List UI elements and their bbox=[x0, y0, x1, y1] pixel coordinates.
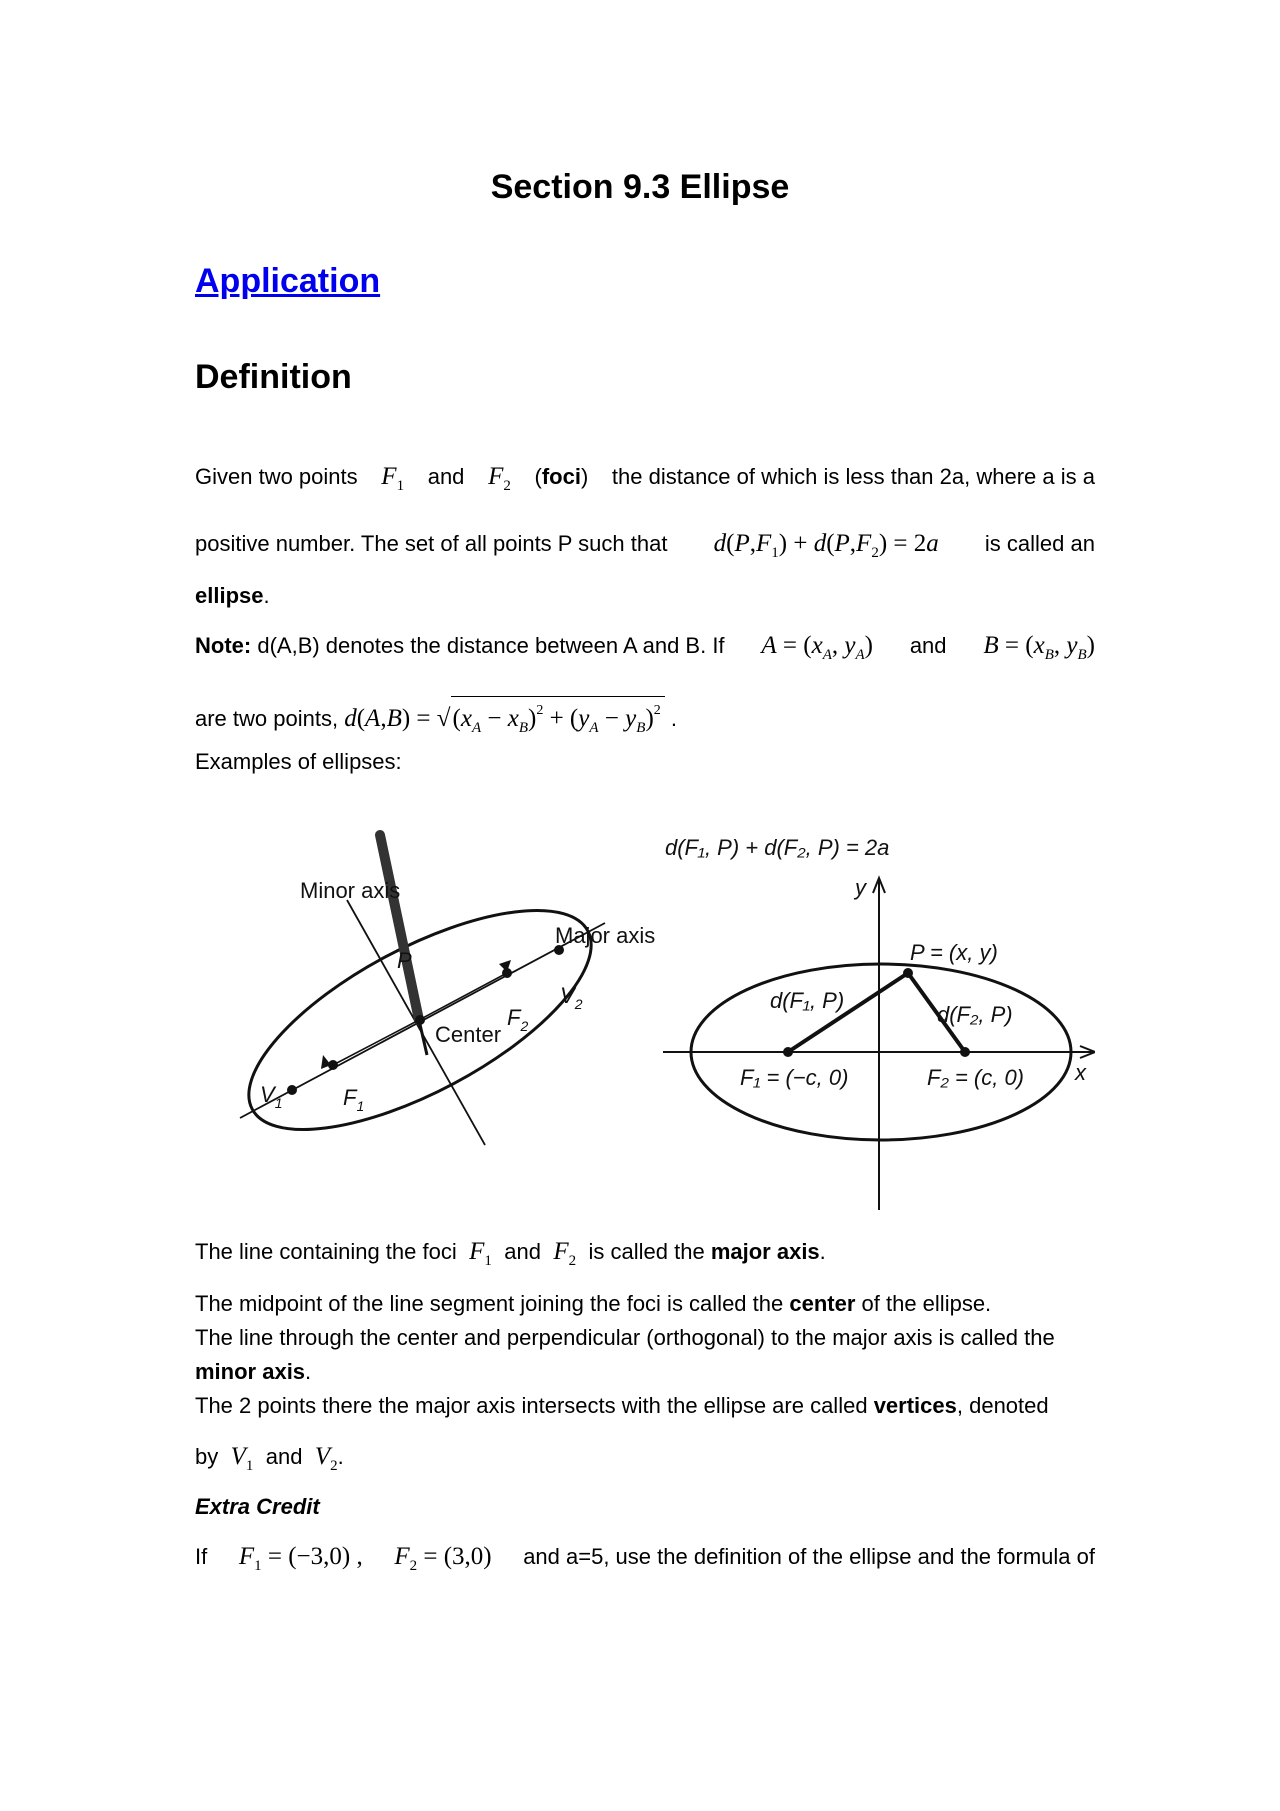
point-p-dot bbox=[903, 968, 913, 978]
math-v2: $V_2$ bbox=[308, 1443, 338, 1474]
math-point-b: $B = (x_B$, $y_B$) bbox=[983, 632, 1095, 663]
ellipse-equation-label: d(F₁, P) + d(F₂, P) = 2a bbox=[665, 835, 890, 860]
focus-f2-coords-label: F₂ = (c, 0) bbox=[927, 1065, 1025, 1090]
math-v1: $V_1$ bbox=[224, 1443, 254, 1474]
body-line-5: The 2 points there the major axis intersects with the ellipse are called vertices, denoted bbox=[195, 1393, 1049, 1418]
body-line-4: minor axis. bbox=[195, 1359, 312, 1384]
right-ellipse-diagram bbox=[663, 835, 1095, 1210]
body-line-6: by $V_1$ and $V_2$. bbox=[195, 1443, 344, 1474]
minor-axis-label: Minor axis bbox=[300, 878, 401, 903]
focus-f1-dot bbox=[783, 1047, 793, 1057]
vertex-v1-label: $V_1$ bbox=[260, 1082, 283, 1111]
definition-line-1: Given two points $F_1$ and $F_2$ (foci) the distance of which is less than 2a, where a is a bbox=[195, 460, 1095, 503]
math-distance-sum: $d(P,F_1) + d(P,F_2) = 2a$ bbox=[713, 530, 939, 561]
distance-f2-p-label: d(F₂, P) bbox=[937, 1002, 1013, 1027]
math-f2-value: $F_2 = (3,0)$ bbox=[394, 1543, 492, 1574]
math-f1: $F_1$ bbox=[462, 1238, 492, 1269]
definition-line-2: positive number. The set of all points P such that $d(P,F_1) + d(P,F_2) = 2a$ is called an bbox=[195, 527, 1095, 570]
math-f2: $F_2$ bbox=[488, 463, 511, 494]
definition-heading: Definition bbox=[195, 358, 352, 396]
focus-f1-label: $F_1$ bbox=[343, 1085, 365, 1114]
extra-credit-line: If $F_1 = (-3,0)$ , $F_2 = (3,0)$ and a=5, use the definition of the ellipse and the formula of bbox=[195, 1540, 1095, 1583]
ellipse-figure bbox=[195, 800, 1095, 1215]
x-axis-label: x bbox=[1075, 1060, 1086, 1085]
page-title: Section 9.3 Ellipse bbox=[490, 168, 790, 206]
examples-label: Examples of ellipses: bbox=[195, 749, 402, 774]
focus-f1-coords-label: F₁ = (−c, 0) bbox=[740, 1065, 849, 1090]
pencil-tip bbox=[419, 1020, 427, 1055]
math-f1: $F_1$ bbox=[381, 463, 405, 494]
distance-f1-p-label: d(F₁, P) bbox=[770, 988, 845, 1013]
vertex-v2-label: $V_2$ bbox=[560, 983, 583, 1012]
left-ellipse-diagram bbox=[218, 835, 655, 1173]
string-to-f2 bbox=[419, 973, 507, 1020]
vertex-v1-point bbox=[287, 1085, 297, 1095]
body-line-3: The line through the center and perpendicular (orthogonal) to the major axis is called the bbox=[195, 1325, 1055, 1350]
point-p-label: P bbox=[397, 948, 412, 973]
y-axis-label: y bbox=[855, 875, 866, 900]
center-point bbox=[415, 1015, 425, 1025]
definition-line-3: ellipse. bbox=[195, 583, 270, 608]
note-line-1: Note: d(A,B) denotes the distance between A and B. If $A = (x_A$, $y_A$) and $B = (x_B$, $y_B$) bbox=[195, 629, 1095, 672]
body-line-2: The midpoint of the line segment joining the foci is called the center of the ellipse. bbox=[195, 1291, 992, 1316]
extra-credit-heading: Extra Credit bbox=[195, 1494, 320, 1519]
focus-f2-label: $F_2$ bbox=[507, 1005, 529, 1034]
body-line-1: The line containing the foci $F_1$ and $F_2$ is called the major axis. bbox=[195, 1238, 826, 1269]
math-distance-formula: $d(A,B) = √(x_A - x_B)^2 + (y_A - y_B)^2$ bbox=[344, 705, 665, 732]
math-f2: $F_2$ bbox=[547, 1238, 577, 1269]
center-label: Center bbox=[435, 1022, 502, 1047]
math-f1-value: $F_1 = (-3,0)$ , bbox=[238, 1543, 363, 1574]
focus-f2-dot bbox=[960, 1047, 970, 1057]
note-line-2: are two points, $d(A,B) = √(x_A - x_B)^2 + (y_A - y_B)^2$ . bbox=[195, 696, 1095, 742]
application-link[interactable]: Application bbox=[195, 262, 381, 300]
major-axis-label: Major axis bbox=[555, 923, 656, 948]
math-point-a: $A = (x_A$, $y_A$) bbox=[761, 632, 873, 663]
string-to-f1 bbox=[333, 1020, 419, 1065]
point-p-coords-label: P = (x, y) bbox=[910, 940, 998, 965]
